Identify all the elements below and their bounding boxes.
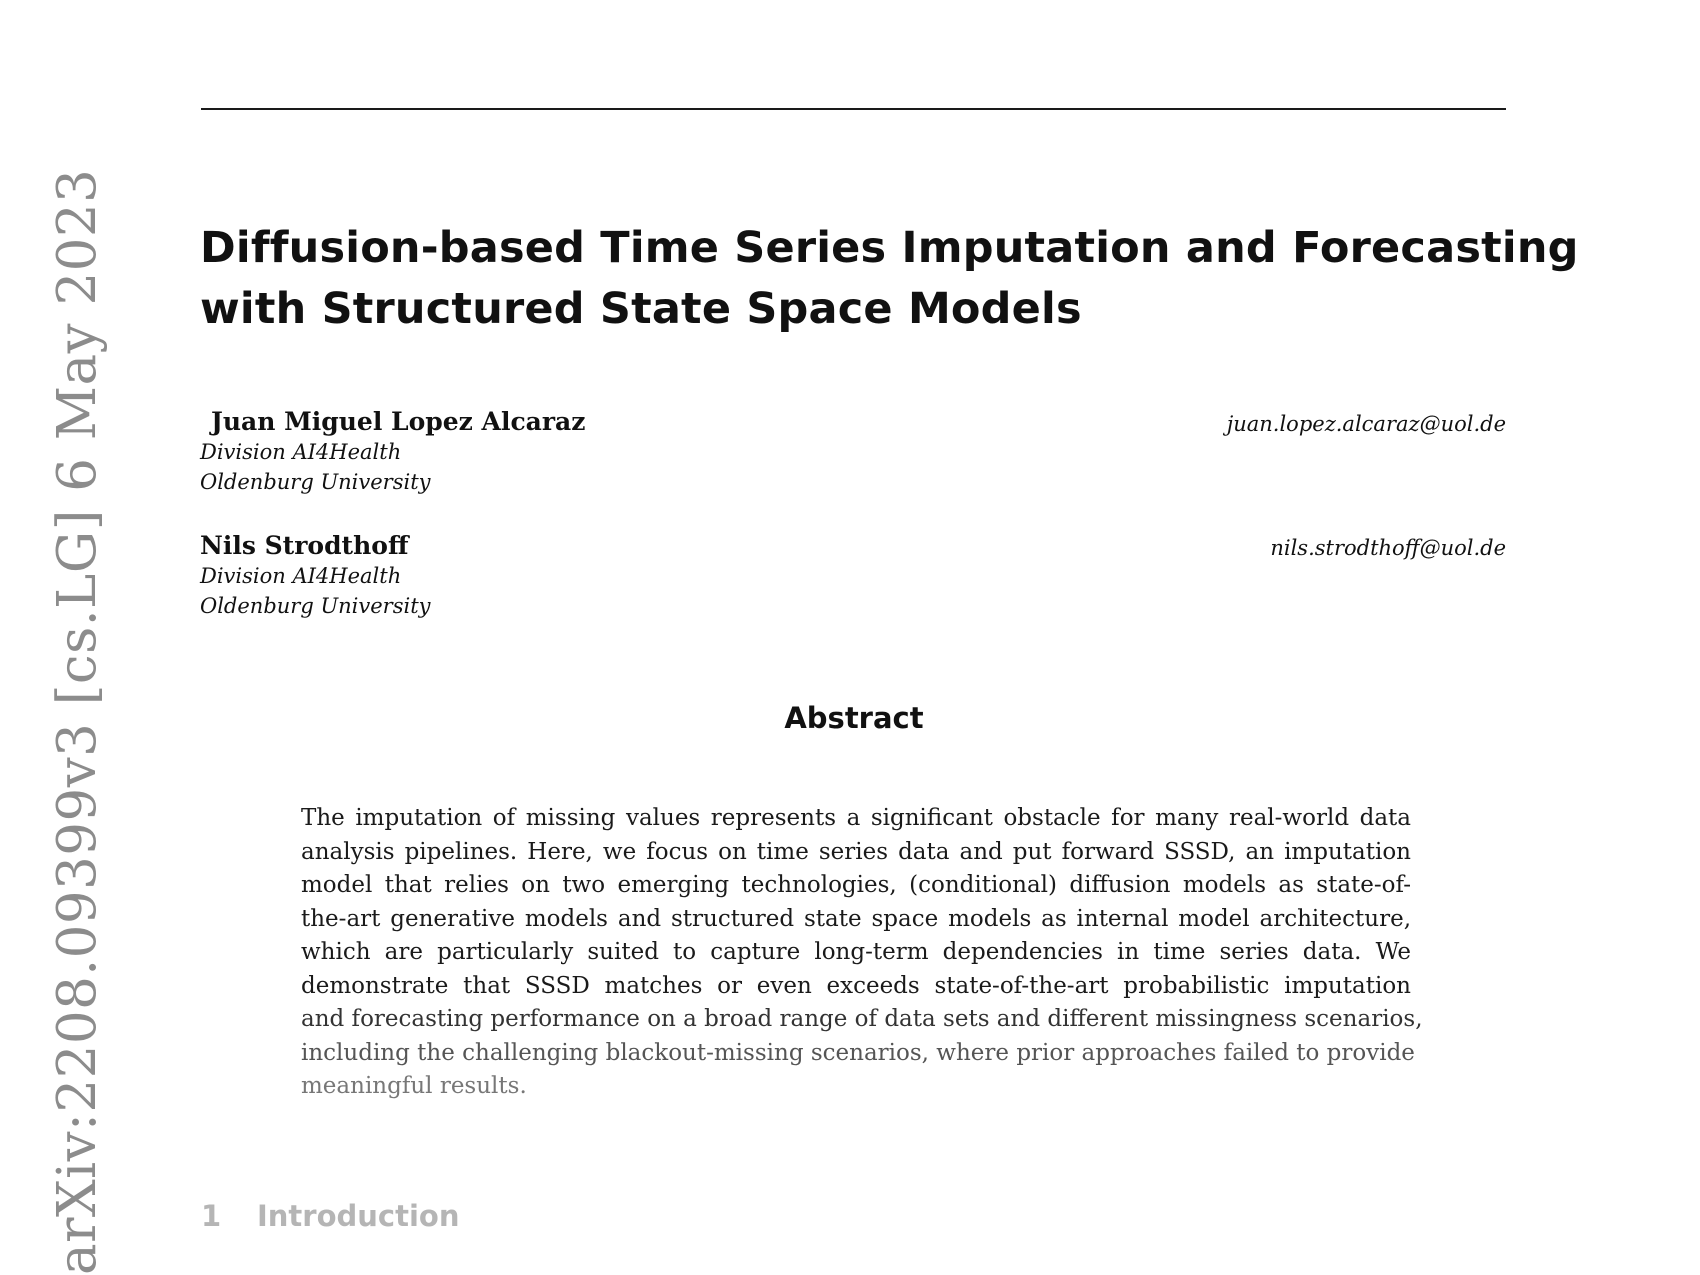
author-name: Juan Miguel Lopez Alcaraz bbox=[211, 407, 586, 436]
abstract-line: The imputation of missing values represents a significant obstacle for many real-world data bbox=[301, 805, 1411, 831]
abstract-line: meaningful results. bbox=[301, 1073, 527, 1099]
author-block-1 bbox=[200, 407, 1506, 497]
abstract-line: analysis pipelines. Here, we focus on time series data and put forward SSSD, an imputation bbox=[301, 838, 1411, 865]
section-number: 1 bbox=[201, 1199, 222, 1233]
section-title: Introduction bbox=[257, 1199, 460, 1233]
author-division: Division AI4Health bbox=[200, 440, 402, 464]
author-name: Nils Strodthoff bbox=[200, 531, 409, 560]
author-block-2 bbox=[200, 531, 1506, 621]
paper-title bbox=[200, 218, 1579, 340]
author-university: Oldenburg University bbox=[200, 470, 431, 494]
abstract-text bbox=[301, 802, 1423, 1104]
abstract-heading: Abstract bbox=[784, 701, 924, 735]
abstract-line: which are particularly suited to capture long-term dependencies in time series data. We bbox=[301, 939, 1411, 965]
abstract-line: model that relies on two emerging technologies, (conditional) diffusion models as state-of- bbox=[301, 872, 1411, 898]
abstract-line: demonstrate that SSSD matches or even exceeds state-of-the-art probabilistic imputation bbox=[301, 972, 1411, 999]
abstract-line: the-art generative models and structured state space models as internal model architecture, bbox=[301, 905, 1411, 932]
author-email[interactable]: nils.strodthoff@uol.de bbox=[1270, 536, 1506, 560]
author-division: Division AI4Health bbox=[200, 564, 402, 588]
arxiv-identifier-stamp: arXiv:2208.09399v3 [cs.LG] 6 May 2023 bbox=[47, 168, 108, 1275]
header-rule bbox=[201, 108, 1506, 110]
title-line-2: with Structured State Space Models bbox=[200, 284, 1082, 334]
author-university: Oldenburg University bbox=[200, 594, 431, 618]
section-heading-introduction bbox=[201, 1198, 460, 1234]
author-email[interactable]: juan.lopez.alcaraz@uol.de bbox=[1226, 412, 1506, 436]
abstract-line: including the challenging blackout-missing scenarios, where prior approaches failed to provide bbox=[301, 1039, 1415, 1066]
title-line-1: Diffusion-based Time Series Imputation and Forecasting bbox=[200, 223, 1579, 273]
abstract-line: and forecasting performance on a broad range of data sets and different missingness scenarios, bbox=[301, 1006, 1423, 1032]
